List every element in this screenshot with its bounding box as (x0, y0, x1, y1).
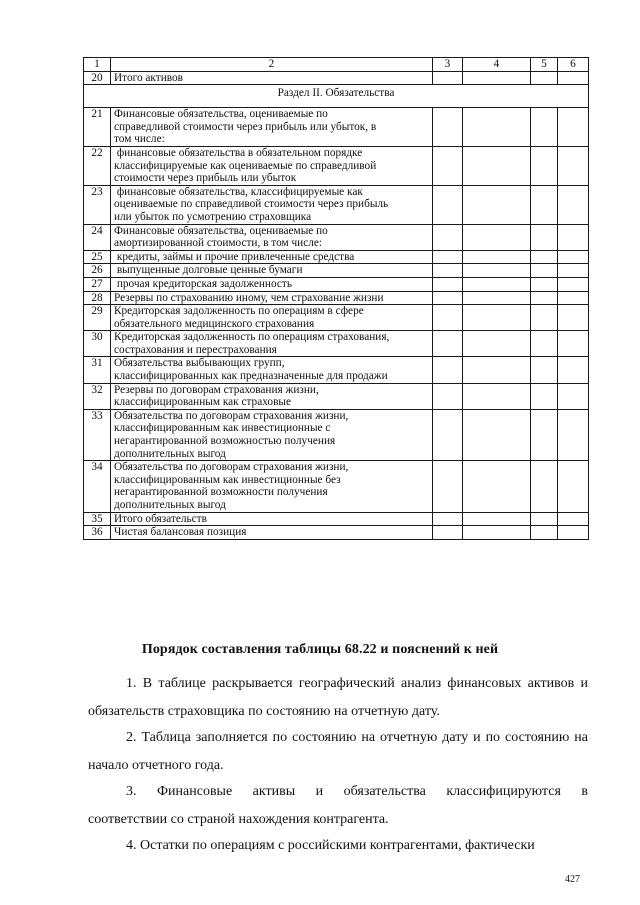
row-number: 29 (84, 305, 111, 331)
row-description-line: дополнительных выгод (114, 447, 226, 460)
value-cell (531, 526, 558, 540)
table-row (84, 224, 589, 250)
row-number: 25 (84, 250, 111, 264)
row-description (111, 526, 433, 540)
value-cell (558, 512, 589, 526)
paragraph-3-word: обязательства (343, 784, 426, 799)
row-description-line: Чистая балансовая позиция (114, 526, 247, 539)
row-description-line: Обязательства по договорам страхования жизни, (114, 461, 349, 474)
row-description (111, 250, 433, 264)
row-description (111, 108, 433, 147)
value-cell (531, 512, 558, 526)
row-description-line: Резервы по договорам страхования жизни, (114, 383, 319, 396)
row-description (111, 409, 433, 460)
row-description (111, 461, 433, 512)
row-description (111, 71, 433, 85)
paragraph-3-word: Финансовые (156, 784, 233, 799)
section-heading: Порядок составления таблицы 68.22 и пояснений к ней (141, 642, 499, 657)
value-cell (463, 224, 531, 250)
value-cell (463, 305, 531, 331)
value-cell (531, 461, 558, 512)
row-description (111, 146, 433, 185)
value-cell (531, 383, 558, 409)
value-cell (433, 526, 463, 540)
value-cell (433, 512, 463, 526)
row-description-line: классифицированным как инвестиционные с (114, 422, 331, 435)
value-cell (463, 512, 531, 526)
row-description-line: амортизированной стоимости, в том числе: (114, 237, 323, 250)
row-number: 26 (84, 264, 111, 278)
row-description (111, 185, 433, 224)
table-row (84, 409, 589, 460)
value-cell (463, 264, 531, 278)
value-cell (531, 185, 558, 224)
row-description-line: справедливой стоимости через прибыль или убыток, в (114, 120, 377, 133)
value-cell (558, 383, 589, 409)
page-number: 427 (565, 874, 580, 885)
value-cell (531, 305, 558, 331)
value-cell (433, 305, 463, 331)
row-description-line: Финансовые обязательства, оцениваемые по (114, 108, 328, 121)
table-row (84, 185, 589, 224)
header-cell: 6 (558, 58, 589, 72)
row-description (111, 383, 433, 409)
value-cell (558, 291, 589, 305)
value-cell (433, 331, 463, 357)
value-cell (531, 71, 558, 85)
value-cell (558, 224, 589, 250)
table-row (84, 357, 589, 383)
value-cell (463, 108, 531, 147)
value-cell (531, 331, 558, 357)
row-number: 33 (84, 409, 111, 460)
value-cell (463, 291, 531, 305)
value-cell (558, 357, 589, 383)
row-description (111, 264, 433, 278)
row-description-line: прочая кредиторская задолженность (114, 277, 292, 290)
table-row (84, 383, 589, 409)
header-cell: 4 (463, 58, 531, 72)
value-cell (558, 409, 589, 460)
value-cell (531, 277, 558, 291)
row-number: 35 (84, 512, 111, 526)
value-cell (463, 146, 531, 185)
table-row (84, 277, 589, 291)
row-number: 23 (84, 185, 111, 224)
value-cell (433, 71, 463, 85)
row-description-line: негарантированной возможностью получения (114, 435, 336, 448)
header-cell: 1 (84, 58, 111, 72)
row-description-line: Кредиторская задолженность по операциям страхования, (114, 331, 390, 344)
row-description-line: выпущенные долговые ценные бумаги (114, 264, 303, 277)
table-row (84, 291, 589, 305)
paragraph-4: 4. Остатки по операциям с российскими контрагентами, фактически (126, 838, 535, 853)
row-description (111, 357, 433, 383)
value-cell (558, 71, 589, 85)
row-number: 20 (84, 71, 111, 85)
value-cell (531, 250, 558, 264)
value-cell (433, 264, 463, 278)
value-cell (558, 108, 589, 147)
value-cell (463, 461, 531, 512)
value-cell (433, 461, 463, 512)
value-cell (558, 146, 589, 185)
value-cell (531, 291, 558, 305)
row-description (111, 331, 433, 357)
value-cell (531, 224, 558, 250)
table-row (84, 71, 589, 85)
row-number: 31 (84, 357, 111, 383)
table-row (84, 108, 589, 147)
row-description-line: обязательного медицинского страхования (114, 317, 315, 330)
value-cell (558, 526, 589, 540)
paragraph-3-word: 3. (126, 784, 137, 799)
paragraph-1: 1. В таблице раскрывается географический анализ финансовых активов и обязательств страховщика по состоянию на отчетную дату. (88, 676, 588, 719)
paragraph-3-word: классифицируются (446, 784, 561, 799)
section-row (84, 85, 589, 108)
row-number: 32 (84, 383, 111, 409)
header-cell: 3 (433, 58, 463, 72)
value-cell (558, 461, 589, 512)
row-description (111, 277, 433, 291)
value-cell (463, 250, 531, 264)
row-description-line: классифицируемые как оцениваемые по справедливой (114, 159, 377, 172)
value-cell (433, 146, 463, 185)
row-description-line: классифицированным как страховые (114, 396, 292, 409)
value-cell (433, 383, 463, 409)
row-description-line: Итого активов (114, 71, 183, 84)
table-row (84, 264, 589, 278)
row-number: 30 (84, 331, 111, 357)
value-cell (433, 291, 463, 305)
value-cell (433, 185, 463, 224)
row-description-line: классифицированным как инвестиционные без (114, 473, 341, 486)
row-description (111, 305, 433, 331)
value-cell (531, 108, 558, 147)
value-cell (558, 264, 589, 278)
value-cell (463, 526, 531, 540)
value-cell (463, 185, 531, 224)
table-row (84, 146, 589, 185)
paragraph-3-word: и (315, 784, 324, 799)
row-description-line: Итого обязательств (114, 512, 207, 525)
value-cell (433, 108, 463, 147)
table-row (84, 250, 589, 264)
paragraph-3-word: активы (252, 784, 296, 799)
value-cell (531, 264, 558, 278)
row-description-line: негарантированной возможности получения (114, 486, 328, 499)
value-cell (558, 331, 589, 357)
row-number: 36 (84, 526, 111, 540)
paragraph-3-word: в (581, 784, 588, 799)
row-number: 28 (84, 291, 111, 305)
row-description-line: Обязательства по договорам страхования жизни, (114, 409, 349, 422)
table-row (84, 526, 589, 540)
row-description (111, 224, 433, 250)
row-description-line: сострахования и перестрахования (114, 343, 277, 356)
paragraph-2: 2. Таблица заполняется по состоянию на отчетную дату и по состоянию на начало отчетного года. (88, 730, 588, 773)
value-cell (531, 409, 558, 460)
paragraph-3-line-1 (88, 778, 588, 806)
section-title: Раздел II. Обязательства (84, 85, 589, 108)
value-cell (463, 409, 531, 460)
row-description (111, 512, 433, 526)
table-row (84, 331, 589, 357)
value-cell (558, 185, 589, 224)
value-cell (463, 383, 531, 409)
row-number: 34 (84, 461, 111, 512)
value-cell (463, 277, 531, 291)
row-number: 24 (84, 224, 111, 250)
value-cell (433, 277, 463, 291)
value-cell (558, 277, 589, 291)
value-cell (558, 305, 589, 331)
row-description-line: стоимости через прибыль или убыток (114, 172, 297, 185)
table-header-row (84, 58, 589, 72)
value-cell (463, 71, 531, 85)
row-description-line: финансовые обязательства в обязательном порядке (114, 146, 363, 159)
value-cell (558, 250, 589, 264)
value-cell (433, 357, 463, 383)
row-number: 21 (84, 108, 111, 147)
row-description-line: классифицированных как предназначенные для продажи (114, 370, 388, 383)
value-cell (463, 331, 531, 357)
header-cell: 2 (111, 58, 433, 72)
row-description (111, 291, 433, 305)
value-cell (433, 250, 463, 264)
value-cell (531, 146, 558, 185)
row-description-line: или убыток по усмотрению страховщика (114, 210, 312, 223)
row-number: 27 (84, 277, 111, 291)
row-description-line: Финансовые обязательства, оцениваемые по (114, 224, 328, 237)
row-description-line: оцениваемые по справедливой стоимости через прибыль (114, 198, 389, 211)
table-row (84, 461, 589, 512)
paragraph-3 (88, 778, 588, 834)
header-cell: 5 (531, 58, 558, 72)
liabilities-table (83, 57, 589, 540)
paragraph-3-line-2: соответствии со страной нахождения контрагента. (88, 812, 389, 827)
row-description-line: кредиты, займы и прочие привлеченные средства (114, 250, 355, 263)
row-description-line: Кредиторская задолженность по операциям в сфере (114, 305, 364, 318)
row-description-line: том числе: (114, 133, 165, 146)
row-description-line: Резервы по страхованию иному, чем страхование жизни (114, 291, 384, 304)
value-cell (531, 357, 558, 383)
table-row (84, 512, 589, 526)
row-description-line: Обязательства выбывающих групп, (114, 357, 285, 370)
value-cell (463, 357, 531, 383)
value-cell (433, 224, 463, 250)
value-cell (433, 409, 463, 460)
row-number: 22 (84, 146, 111, 185)
row-description-line: финансовые обязательства, классифицируемые как (114, 185, 363, 198)
table-row (84, 305, 589, 331)
row-description-line: дополнительных выгод (114, 499, 226, 511)
